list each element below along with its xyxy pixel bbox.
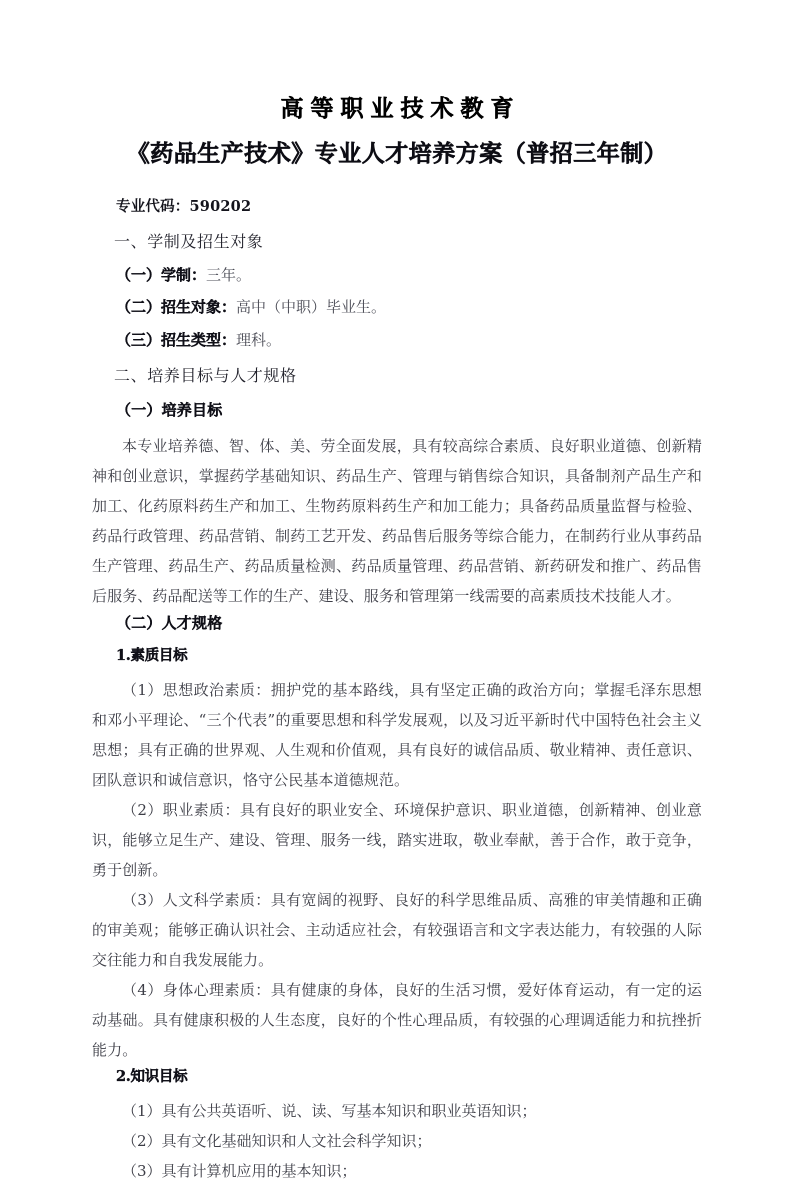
enrollment-item-duration-label: （一）学制： (116, 265, 207, 284)
knowledge-objective-item: （1）具有公共英语听、说、读、写基本知识和职业英语知识； (122, 1101, 537, 1120)
quality-objective-item: （2）职业素质：具有良好的职业安全、环境保护意识、职业道德，创新精神、创业意识，能够立足生产、建设、管理、服务一线，踏实进取，敬业奉献，善于合作，敢于竞争，勇于创新。 (92, 800, 702, 879)
major-code-line: 专业代码：590202 (116, 197, 252, 215)
section-2-sub-2-heading: （二）人才规格 (116, 613, 223, 632)
training-objective-paragraph: 本专业培养德、智、体、美、劳全面发展，具有较高综合素质、良好职业道德、创新精神和创业意识，掌握药学基础知识、药品生产、管理与销售综合知识，具备制剂产品生产和加工、化药原料药生产和加工、生物药原料药生产和加工能力；具备药品质量监督与检验、药品行政管理、药品营销、制药工艺开发、药品售后服务等综合能力，在制药行业从事药品生产管理、药品生产、药品质量检测、药品质量管理、药品营销、新药研发和推广、药品售后服务、药品配送等工作的生产、建设、服务和管理第一线需要的高素质技术技能人才。 (92, 436, 702, 605)
quality-objective-item: （4）身体心理素质：具有健康的身体，良好的生活习惯，爱好体育运动，有一定的运动基础。具有健康积极的人生态度，良好的个性心理品质，有较强的心理调适能力和抗挫折能力。 (92, 980, 702, 1059)
section-2-sub-1-heading: （一）培养目标 (116, 400, 223, 419)
knowledge-objective-item: （2）具有文化基础知识和人文社会科学知识； (122, 1131, 432, 1150)
enrollment-item-target-label: （二）招生对象： (116, 298, 237, 317)
enrollment-item-type-value: 理科。 (236, 331, 282, 349)
knowledge-objectives-heading: 2.知识目标 (116, 1067, 188, 1085)
knowledge-objective-item: （3）具有计算机应用的基本知识； (122, 1161, 357, 1180)
enrollment-item-type-label: （三）招生类型： (116, 331, 237, 349)
quality-objective-item: （1）思想政治素质：拥护党的基本路线，具有坚定正确的政治方向；掌握毛泽东思想和邓小平理论、“三个代表”的重要思想和科学发展观，以及习近平新时代中国特色社会主义思想；具有正确的世界观、人生观和价值观，具有良好的诚信品质、敬业精神、责任意识、团队意识和诚信意识，恪守公民基本道德规范。 (92, 680, 702, 789)
document-title-secondary: 《药品生产技术》专业人才培养方案（普招三年制） (126, 139, 668, 167)
section-1-heading: 一、学制及招生对象 (114, 231, 264, 251)
enrollment-item-target-value: 高中（中职）毕业生。 (236, 298, 387, 317)
section-2-heading: 二、培养目标与人才规格 (114, 365, 297, 385)
enrollment-item-type (92, 330, 702, 352)
quality-objective-item: （3）人文科学素质：具有宽阔的视野、良好的科学思维品质、高雅的审美情趣和正确的审美观；能够正确认识社会、主动适应社会，有较强语言和文字表达能力，有较强的人际交往能力和自我发展能力。 (92, 890, 702, 969)
enrollment-item-duration (92, 265, 702, 287)
enrollment-item-target (92, 297, 702, 319)
document-content (92, 95, 702, 1186)
enrollment-item-duration-value: 三年。 (206, 265, 252, 284)
document-title-primary: 高等职业技术教育 (280, 96, 521, 122)
quality-objectives-heading: 1.素质目标 (116, 646, 188, 664)
